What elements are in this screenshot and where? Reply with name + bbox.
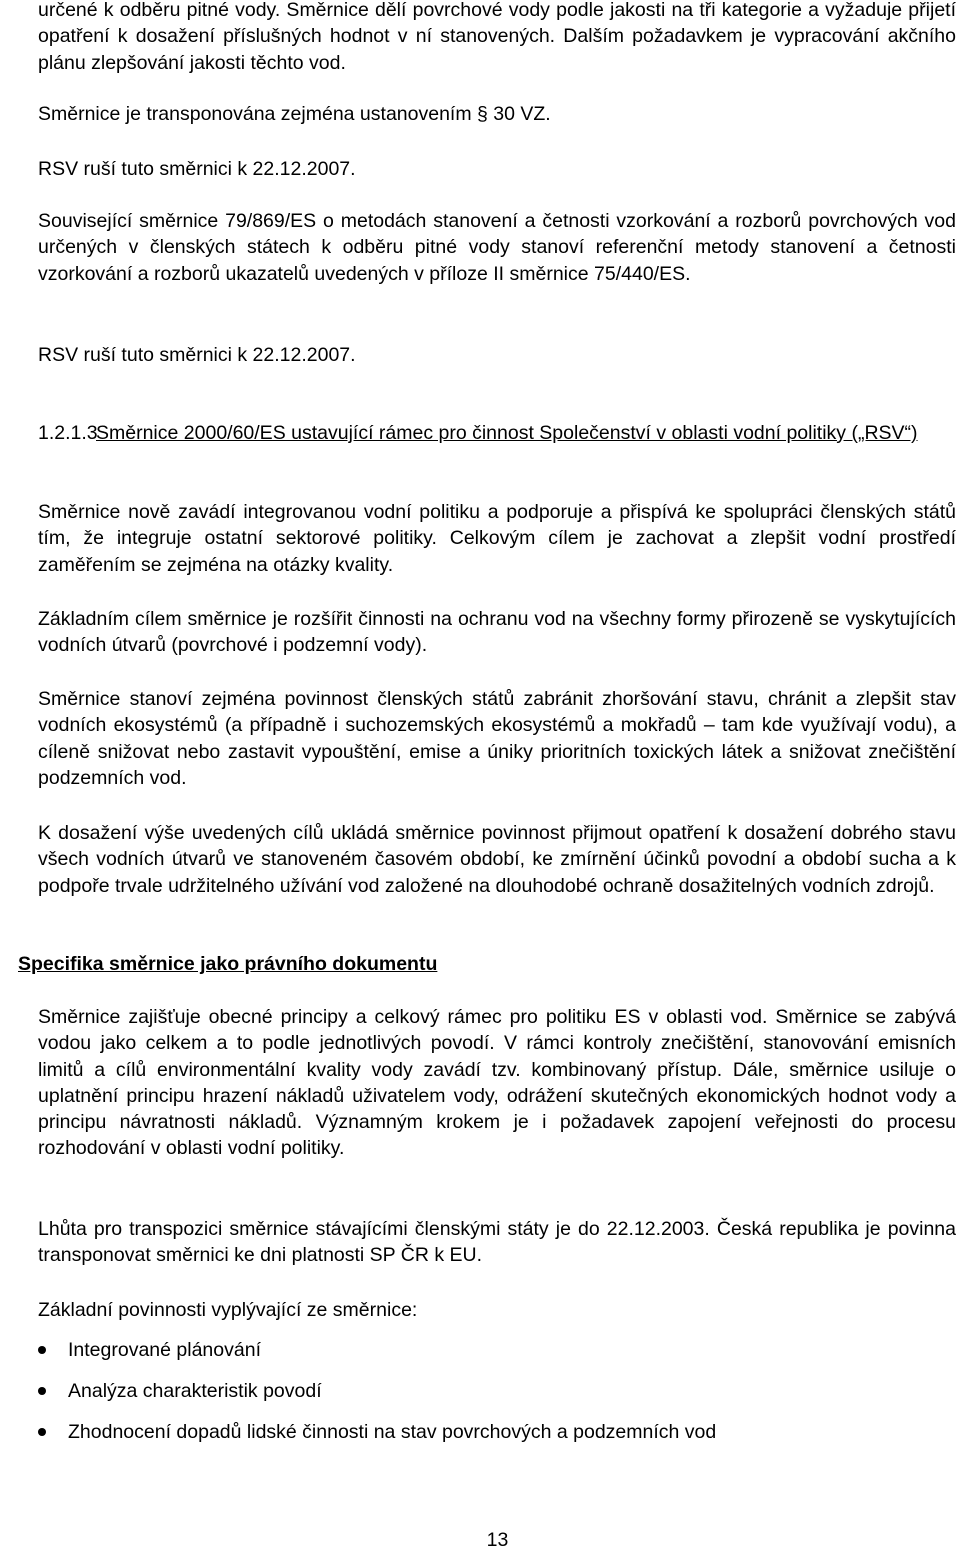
paragraph-repealed-1: RSV ruší tuto směrnici k 22.12.2007. xyxy=(38,158,356,180)
paragraph-deadline: Lhůta pro transpozici směrnice stávajícími členskými státy je do 22.12.2003. Česká republika je povinna transponovat směrnici ke dni platnosti SP ČR k EU. xyxy=(38,1218,956,1267)
list-item-text: Analýza charakteristik povodí xyxy=(68,1380,322,1402)
bullet-icon xyxy=(38,1428,46,1436)
paragraph-intro: určené k odběru pitné vody. Směrnice dělí povrchové vody podle jakosti na tři kategorie a vyžaduje přijetí opatření k dosažení příslušných hodnot v ní stanovených. Dalším požadavkem je vypracování akčního plánu zlepšování jakosti těchto vod. xyxy=(38,0,956,74)
paragraph-rsv-intro: Směrnice nově zavádí integrovanou vodní politiku a podporuje a přispívá ke spolupráci členských států tím, že integruje ostatní sektorové politiky. Celkovým cílem je zachovat a zlepšit vodní prostředí zaměřením se zejména na otázky kvality. xyxy=(38,501,956,576)
paragraph-repealed-2: RSV ruší tuto směrnici k 22.12.2007. xyxy=(38,344,356,366)
list-item-text: Integrované plánování xyxy=(68,1339,261,1361)
list-item xyxy=(38,1419,716,1460)
obligations-list xyxy=(38,1337,716,1460)
paragraph-related-directive: Související směrnice 79/869/ES o metodách stanovení a četnosti vzorkování a rozborů povrchových vod určených v členských státech k odběru pitné vody stanoví referenční metody stanovení a četnosti vzorkování a rozborů ukazatelů uvedených v příloze II směrnice 75/440/ES. xyxy=(38,210,956,285)
paragraph-transposition: Směrnice je transponována zejména ustanovením § 30 VZ. xyxy=(38,103,551,125)
list-item xyxy=(38,1337,716,1378)
bullet-icon xyxy=(38,1346,46,1354)
subsection-number: 1.2.1.3 xyxy=(38,422,98,444)
page-number: 13 xyxy=(486,1529,509,1551)
subsection-title: Směrnice 2000/60/ES ustavující rámec pro činnost Společenství v oblasti vodní politiky („RSV“) xyxy=(96,422,918,444)
section-heading: Specifika směrnice jako právního dokumentu xyxy=(18,953,438,975)
paragraph-obligation: Směrnice stanoví zejména povinnost členských států zabránit zhoršování stavu, chránit a zlepšit stav vodních ekosystémů (a případně i suchozemských ekosystémů a mokřadů – tam kde využívají vodu), a cíleně snižovat nebo zastavit vypouštění, emise a úniky prioritních toxických látek a snižovat znečištění podzemních vod. xyxy=(38,688,956,789)
paragraph-specifics: Směrnice zajišťuje obecné principy a celkový rámec pro politiku ES v oblasti vod. Směrnice se zabývá vodou jako celkem a to podle jednotlivých povodí. V rámci kontroly znečištění, stanovování emisních limitů a cílů environmentální kvality vody zavádí tzv. kombinovaný přístup. Dále, směrnice usiluje o uplatnění principu hrazení nákladů uživatelem vody, odrážení skutečných ekonomických hodnot vody a principu návratnosti nákladů. Významným krokem je i požadavek zapojení veřejnosti do procesu rozhodování v oblasti vodní politiky. xyxy=(38,1006,956,1160)
bullet-icon xyxy=(38,1387,46,1395)
list-item-text: Zhodnocení dopadů lidské činnosti na stav povrchových a podzemních vod xyxy=(68,1421,717,1443)
paragraph-measures: K dosažení výše uvedených cílů ukládá směrnice povinnost přijmout opatření k dosažení dobrého stavu všech vodních útvarů ve stanoveném časovém období, ke zmírnění účinků povodní a období sucha a k podpoře trvale udržitelného užívání vod založené na dlouhodobé ochraně dosažitelných vodních zdrojů. xyxy=(38,822,956,897)
paragraph-basic-goal: Základním cílem směrnice je rozšířit činnosti na ochranu vod na všechny formy přirozeně se vyskytujících vodních útvarů (povrchové i podzemní vody). xyxy=(38,608,956,657)
list-item xyxy=(38,1378,716,1419)
paragraph-obligations-intro: Základní povinnosti vyplývající ze směrnice: xyxy=(38,1299,418,1321)
